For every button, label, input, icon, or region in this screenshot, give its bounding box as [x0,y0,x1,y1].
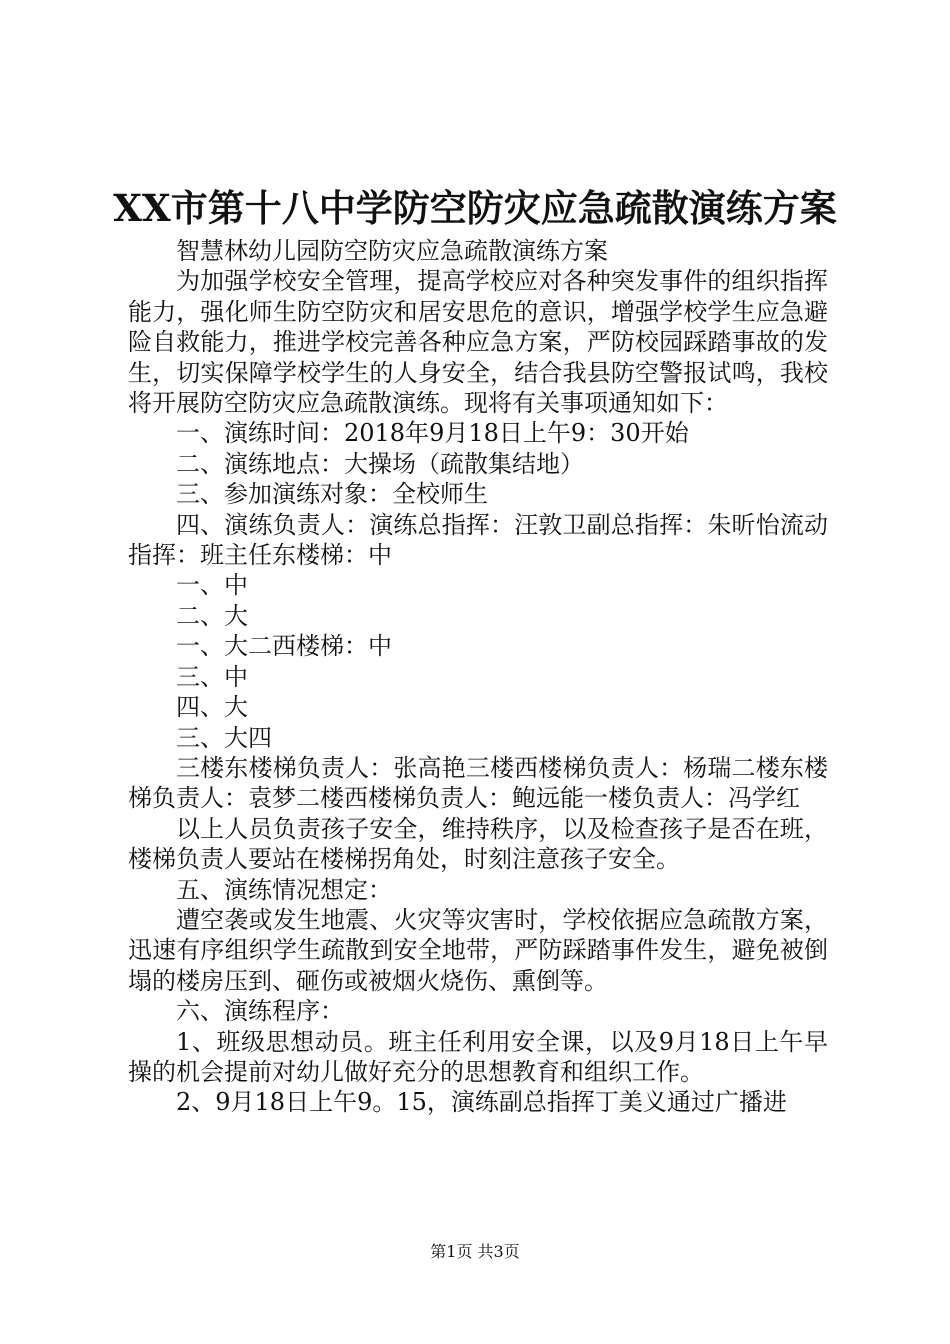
body-paragraph: 以上人员负责孩子安全，维持秩序，以及检查孩子是否在班，楼梯负责人要站在楼梯拐角处，时刻注意孩子安全。 [128,814,828,874]
body-paragraph: 一、中 [176,571,248,600]
body-paragraph: 四、演练负责人：演练总指挥：汪敦卫副总指挥：朱昕怡流动指挥：班主任东楼梯：中 [128,510,828,570]
body-paragraph: 二、演练地点：大操场（疏散集结地） [176,449,584,478]
body-paragraph: 三楼东楼梯负责人：张高艳三楼西楼梯负责人：杨瑞二楼东楼梯负责人：袁梦二楼西楼梯负责人：鲍远能一楼负责人：冯学红 [128,753,828,813]
body-paragraph: 1、班级思想动员。班主任利用安全课，以及9月18日上午早操的机会提前对幼儿做好充分的思想教育和组织工作。 [128,1027,828,1086]
document-body [128,236,828,1118]
document-title: XX市第十八中学防空防灾应急疏散演练方案 [113,186,837,230]
body-paragraph: 智慧林幼儿园防空防灾应急疏散演练方案 [176,237,608,265]
body-paragraph: 遭空袭或发生地震、火灾等灾害时，学校依据应急疏散方案，迅速有序组织学生疏散到安全地带，严防踩踏事件发生，避免被倒塌的楼房压到、砸伤或被烟火烧伤、熏倒等。 [128,905,828,995]
body-paragraph: 为加强学校安全管理，提高学校应对各种突发事件的组织指挥能力，强化师生防空防灾和居安思危的意识，增强学校学生应急避险自救能力，推进学校完善各种应急方案，严防校园踩踏事故的发生，切实保障学校学生的人身安全，结合我县防空警报试鸣，我校将开展防空防灾应急疏散演练。现将有关事项通知如下： [128,267,828,418]
body-paragraph: 二、大 [176,601,248,630]
body-paragraph: 2、9月18日上午9。15，演练副总指挥丁美义通过广播进 [176,1088,787,1117]
body-paragraph: 三、参加演练对象：全校师生 [176,480,488,509]
body-paragraph: 一、大二西楼梯：中 [176,632,392,661]
body-paragraph: 一、演练时间：2018年9月18日上午9：30开始 [176,419,689,448]
body-paragraph: 四、大 [176,693,248,722]
body-paragraph: 六、演练程序： [176,997,344,1026]
body-paragraph: 三、大四 [176,723,272,752]
body-paragraph: 三、中 [176,662,248,691]
page-number-footer: 第1页 共3页 [430,1242,520,1261]
body-paragraph: 五、演练情况想定： [176,875,392,904]
